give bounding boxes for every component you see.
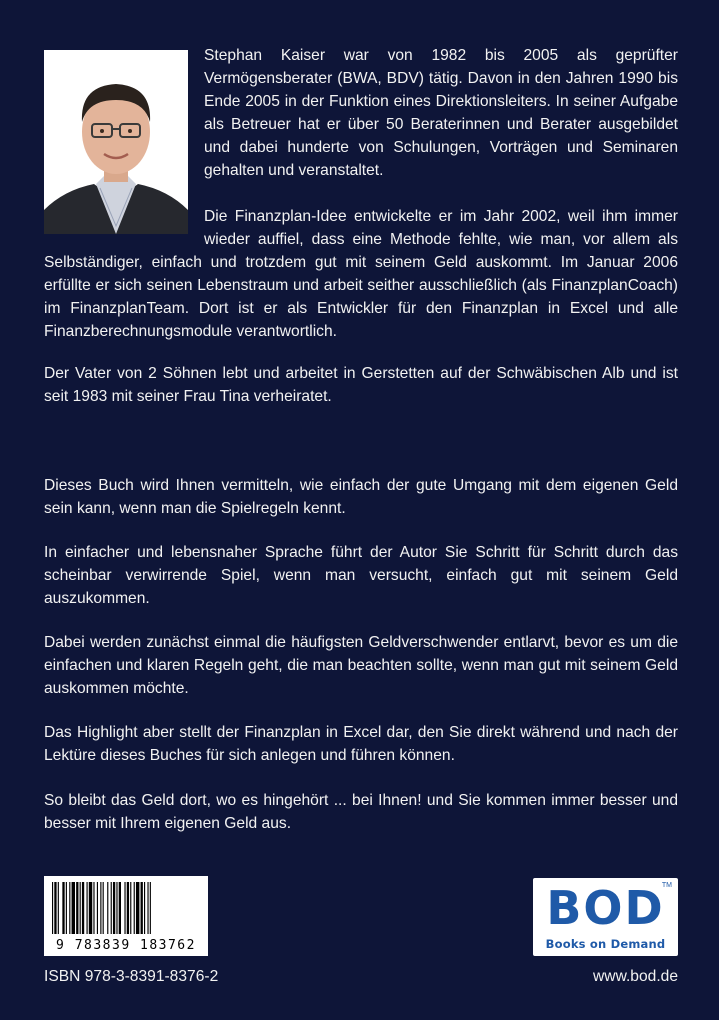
description-paragraph-3: Dabei werden zunächst einmal die häufigsten Geldverschwender entlarvt, bevor es um die einfachen und klaren Regeln geht, die man beachten sollte, wenn man gut mit seinem Geld auskommen möchte. [44, 634, 678, 697]
publisher-url: www.bod.de [593, 968, 678, 985]
bod-logo [533, 878, 678, 956]
bod-logo-mark: BOD [546, 881, 665, 935]
isbn-barcode [44, 876, 208, 956]
isbn-number: ISBN 978-3-8391-8376-2 [44, 968, 219, 985]
description-paragraph-1: Dieses Buch wird Ihnen vermitteln, wie einfach der gute Umgang mit dem eigenen Geld sein kann, wenn man die Spielregeln kennt. [44, 477, 678, 517]
author-bio-paragraph-1: Stephan Kaiser war von 1982 bis 2005 als geprüfter Vermögensberater (BWA, BDV) tätig. Davon in den Jahren 1990 bis Ende 2005 in der Funktion eines Direktionsleiters. In seiner Aufgabe als Betreuer hat er über 50 Beraterinnen und Berater ausgebildet und dabei hunderte von Schulungen, Vorträgen und Seminaren gehalten und veranstaltet. [204, 47, 678, 179]
barcode-digits: 9 783839 183762 [56, 938, 196, 953]
photo-wrap-spacer [44, 205, 204, 251]
author-bio-paragraph-2-block [44, 205, 678, 343]
barcode-bars [44, 876, 208, 938]
author-bio-paragraph-2: Die Finanzplan-Idee entwickelte er im Jahr 2002, weil ihm immer wieder auffiel, dass eine Methode fehlte, wie man, vor allem als Selbständiger, einfach und trotzdem gut mit seinem Geld auskommt. Im Januar 2006 erfüllte er sich seinen Lebenstraum und arbeit seither ausschließlich (als FinanzplanCoach) im FinanzplanTeam. Dort ist er als Entwickler für den Finanzplan in Excel und alle Finanzberechnungsmodule verantwortlich. [44, 208, 678, 340]
description-paragraph-5: So bleibt das Geld dort, wo es hingehört ... bei Ihnen! und Sie kommen immer besser und besser mit Ihrem eigenen Geld aus. [44, 792, 678, 832]
bod-logo-trademark: TM [661, 882, 672, 889]
description-paragraph-4: Das Highlight aber stellt der Finanzplan in Excel dar, den Sie direkt während und nach der Lektüre dieses Buches für sich anlegen und führen können. [44, 724, 678, 764]
bod-logo-subtitle: Books on Demand [545, 937, 666, 951]
description-paragraph-2: In einfacher und lebensnaher Sprache führt der Autor Sie Schritt für Schritt durch das scheinbar verwirrende Spiel, wenn man versucht, einfach gut mit seinem Geld auszukommen. [44, 544, 678, 607]
author-bio-paragraph-3: Der Vater von 2 Söhnen lebt und arbeitet in Gerstetten auf der Schwäbischen Alb und ist seit 1983 mit seiner Frau Tina verheiratet. [44, 365, 678, 405]
